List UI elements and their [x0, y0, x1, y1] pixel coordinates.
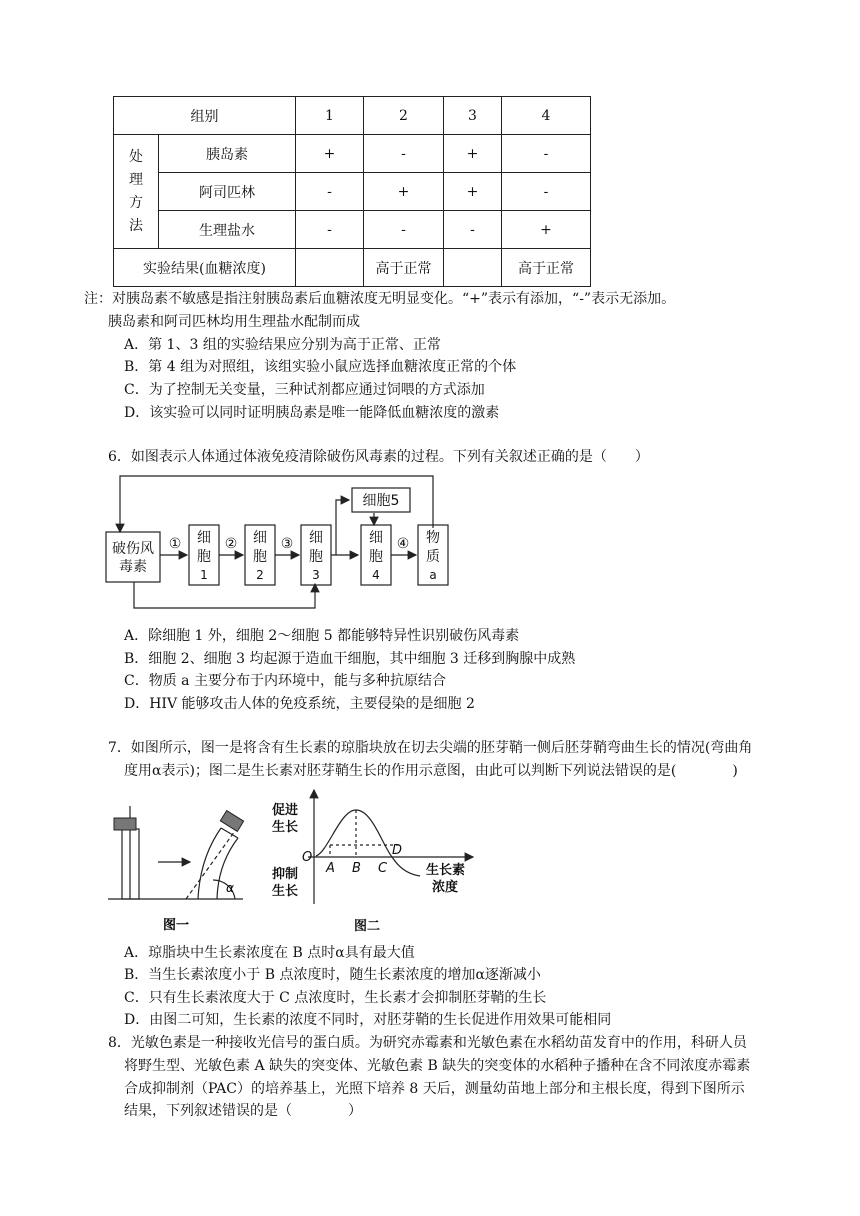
- table-header-col: 3: [444, 97, 502, 135]
- table-cell: +: [296, 135, 364, 173]
- arrow-to-cell5: [336, 500, 349, 555]
- point-c-label: C: [378, 861, 388, 876]
- agar-block-1: [114, 818, 136, 830]
- q8-stem-2: 将野生型、光敏色素 A 缺失的突变体、光敏色素 B 缺失的突变体的水稻种子播种在含不同浓度赤霉素: [124, 1058, 751, 1074]
- row-label-saline: 生理盐水: [159, 211, 296, 249]
- bypass-arrow: [134, 582, 315, 608]
- table-header-col: 4: [502, 97, 591, 135]
- q6-option-a: A．除细胞 1 外，细胞 2～细胞 5 都能够特异性识别破伤风毒素: [124, 628, 520, 644]
- cell4-label: 胞: [369, 549, 383, 565]
- figure-1-caption: 图一: [163, 918, 190, 933]
- origin-label: O: [302, 850, 313, 865]
- point-d-label: D: [392, 843, 403, 858]
- x-axis-label: 浓度: [432, 880, 459, 895]
- q6-stem: 6．如图表示人体通过体液免疫清除破伤风毒素的过程。下列有关叙述正确的是（ ）: [108, 449, 649, 465]
- q5-option-a: A．第 1、3 组的实验结果应分别为高于正常、正常: [124, 337, 441, 353]
- treatment-method-label: 处 理 方 法: [114, 135, 159, 249]
- point-b-label: B: [352, 861, 361, 876]
- table-header-group: 组别: [114, 97, 296, 135]
- row-label-aspirin: 阿司匹林: [159, 173, 296, 211]
- cell1-label: 胞: [197, 549, 211, 565]
- experiment-table: [113, 96, 591, 287]
- y-bottom-label: 抑制: [272, 867, 299, 882]
- cell2-label: 2: [256, 568, 264, 582]
- immune-process-diagram: [100, 470, 460, 615]
- x-axis-label: 生长素: [426, 863, 466, 878]
- y-bottom-label: 生长: [272, 884, 299, 899]
- cell2-label: 细: [253, 530, 267, 546]
- substance-a-label: 物: [426, 530, 440, 546]
- row-label-result: 实验结果(血糖浓度): [114, 249, 296, 287]
- q7-stem-1: 7．如图所示，图一是将含有生长素的琼脂块放在切去尖端的胚芽鞘一侧后胚芽鞘弯曲生长的情况(弯曲角: [108, 740, 753, 756]
- row-label-insulin: 胰岛素: [159, 135, 296, 173]
- substance-a-label: a: [429, 568, 437, 582]
- q6-option-d: D．HIV 能够攻击人体的免疫系统，主要侵染的是细胞 2: [124, 696, 475, 712]
- table-cell: -: [502, 173, 591, 211]
- table-cell: -: [502, 135, 591, 173]
- note-line-2: 胰岛素和阿司匹林均用生理盐水配制而成: [108, 314, 360, 330]
- q7-option-d: D．由图二可知，生长素的浓度不同时，对胚芽鞘的生长促进作用效果可能相同: [124, 1012, 612, 1028]
- toxin-label-2: 毒素: [119, 559, 147, 575]
- note-line-1: 注：对胰岛素不敏感是指注射胰岛素后血糖浓度无明显变化。“+”表示有添加，“-”表示无添加。: [84, 291, 676, 307]
- cell3-label: 细: [309, 530, 323, 546]
- table-cell: 高于正常: [364, 249, 444, 287]
- q6-option-c: C．物质 a 主要分布于内环境中，能与多种抗原结合: [124, 673, 446, 689]
- q7-option-b: B．当生长素浓度小于 B 点浓度时，随生长素浓度的增加α逐渐减小: [124, 967, 541, 983]
- cell2-label: 胞: [253, 549, 267, 565]
- step-3-label: ③: [280, 536, 294, 552]
- q5-option-c: C．为了控制无关变量，三种试剂都应通过饲喂的方式添加: [124, 382, 485, 398]
- table-header-col: 1: [296, 97, 364, 135]
- cell4-label: 细: [369, 530, 383, 546]
- table-cell: -: [296, 173, 364, 211]
- toxin-label-1: 破伤风: [112, 541, 154, 557]
- table-header-col: 2: [364, 97, 444, 135]
- y-top-label: 促进: [272, 803, 299, 818]
- agar-block-2: [220, 811, 243, 832]
- table-cell: -: [364, 211, 444, 249]
- q8-stem-3: 合成抑制剂（PAC）的培养基上，光照下培养 8 天后，测量幼苗地上部分和主根长度，得到下图所示: [124, 1081, 745, 1097]
- table-cell: +: [444, 173, 502, 211]
- table-cell: +: [444, 135, 502, 173]
- step-1-label: ①: [168, 536, 182, 552]
- table-cell: +: [502, 211, 591, 249]
- q5-option-d: D．该实验可以同时证明胰岛素是唯一能降低血糖浓度的激素: [124, 405, 500, 421]
- cell5-label: 细胞5: [362, 493, 400, 509]
- table-cell: [444, 249, 502, 287]
- point-a-label: A: [326, 861, 335, 876]
- angle-alpha-label: α: [226, 881, 234, 895]
- cell1-label: 1: [200, 568, 208, 582]
- q8-stem-1: 8．光敏色素是一种接收光信号的蛋白质。为研究赤霉素和光敏色素在水稻幼苗发育中的作用，科研人员: [108, 1035, 747, 1051]
- figure-2-caption: 图二: [354, 919, 381, 934]
- q5-option-b: B．第 4 组为对照组，该组实验小鼠应选择血糖浓度正常的个体: [124, 359, 517, 375]
- table-cell: [296, 249, 364, 287]
- cell3-label: 胞: [309, 549, 323, 565]
- y-top-label: 生长: [272, 820, 299, 835]
- cell4-label: 4: [372, 568, 380, 582]
- table-cell: -: [444, 211, 502, 249]
- substance-a-label: 质: [426, 549, 440, 565]
- q7-stem-2: 度用α表示)；图二是生长素对胚芽鞘生长的作用示意图，由此可以判断下列说法错误的是( ): [124, 763, 738, 779]
- table-cell: +: [364, 173, 444, 211]
- q7-option-a: A．琼脂块中生长素浓度在 B 点时α具有最大值: [124, 945, 415, 961]
- step-4-label: ④: [396, 536, 410, 552]
- table-cell: -: [296, 211, 364, 249]
- figure-2-auxin-curve: [268, 782, 478, 936]
- q8-stem-4: 结果，下列叙述错误的是（ ）: [124, 1103, 362, 1119]
- q7-option-c: C．只有生长素浓度大于 C 点浓度时，生长素才会抑制胚芽鞘的生长: [124, 990, 547, 1006]
- figure-1-coleoptile: [108, 788, 258, 936]
- step-2-label: ②: [224, 536, 238, 552]
- table-cell: 高于正常: [502, 249, 591, 287]
- cell1-label: 细: [197, 530, 211, 546]
- table-cell: -: [364, 135, 444, 173]
- cell3-label: 3: [312, 568, 320, 582]
- q6-option-b: B．细胞 2、细胞 3 均起源于造血干细胞，其中细胞 3 迁移到胸腺中成熟: [124, 651, 576, 667]
